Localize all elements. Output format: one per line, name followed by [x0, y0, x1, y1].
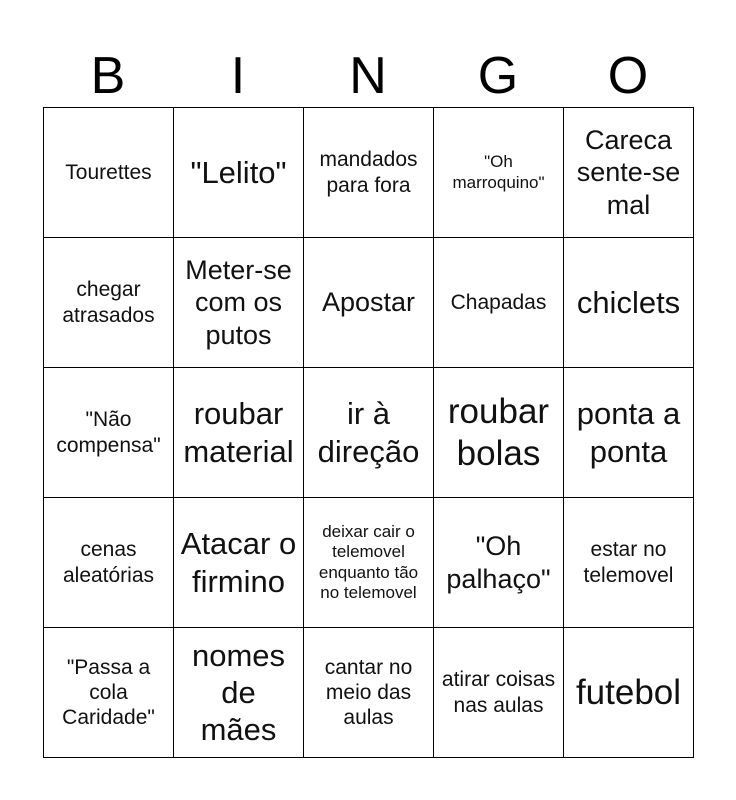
- bingo-cell[interactable]: "Não compensa": [44, 368, 174, 498]
- bingo-board: [43, 107, 694, 758]
- board-row: [44, 238, 694, 368]
- bingo-cell[interactable]: chegar atrasados: [44, 238, 174, 368]
- bingo-header: [43, 44, 693, 108]
- bingo-cell[interactable]: "Oh marroquino": [434, 108, 564, 238]
- bingo-cell[interactable]: Atacar o firmino: [174, 498, 304, 628]
- bingo-cell[interactable]: "Lelito": [174, 108, 304, 238]
- bingo-cell[interactable]: deixar cair o telemovel enquanto tão no telemovel: [304, 498, 434, 628]
- bingo-cell[interactable]: "Passa a cola Caridade": [44, 628, 174, 758]
- board-row: [44, 628, 694, 758]
- board-row: [44, 368, 694, 498]
- bingo-cell[interactable]: roubar material: [174, 368, 304, 498]
- board-row: [44, 498, 694, 628]
- bingo-cell[interactable]: Careca sente-se mal: [564, 108, 694, 238]
- bingo-cell[interactable]: nomes de mães: [174, 628, 304, 758]
- bingo-cell[interactable]: chiclets: [564, 238, 694, 368]
- bingo-cell[interactable]: Apostar: [304, 238, 434, 368]
- bingo-cell[interactable]: atirar coisas nas aulas: [434, 628, 564, 758]
- bingo-cell[interactable]: Meter-se com os putos: [174, 238, 304, 368]
- bingo-cell[interactable]: futebol: [564, 628, 694, 758]
- header-letter-o: O: [607, 47, 649, 105]
- bingo-cell[interactable]: Chapadas: [434, 238, 564, 368]
- bingo-cell[interactable]: Tourettes: [44, 108, 174, 238]
- bingo-cell[interactable]: ir à direção: [304, 368, 434, 498]
- board-row: [44, 108, 694, 238]
- bingo-cell[interactable]: estar no telemovel: [564, 498, 694, 628]
- bingo-cell[interactable]: roubar bolas: [434, 368, 564, 498]
- bingo-cell[interactable]: cantar no meio das aulas: [304, 628, 434, 758]
- header-letter-b: B: [90, 47, 126, 105]
- bingo-cell[interactable]: cenas aleatórias: [44, 498, 174, 628]
- bingo-cell[interactable]: "Oh palhaço": [434, 498, 564, 628]
- header-letter-g: G: [477, 47, 519, 105]
- header-letter-i: I: [230, 47, 246, 105]
- header-letter-n: N: [349, 47, 387, 105]
- bingo-cell[interactable]: mandados para fora: [304, 108, 434, 238]
- bingo-cell[interactable]: ponta a ponta: [564, 368, 694, 498]
